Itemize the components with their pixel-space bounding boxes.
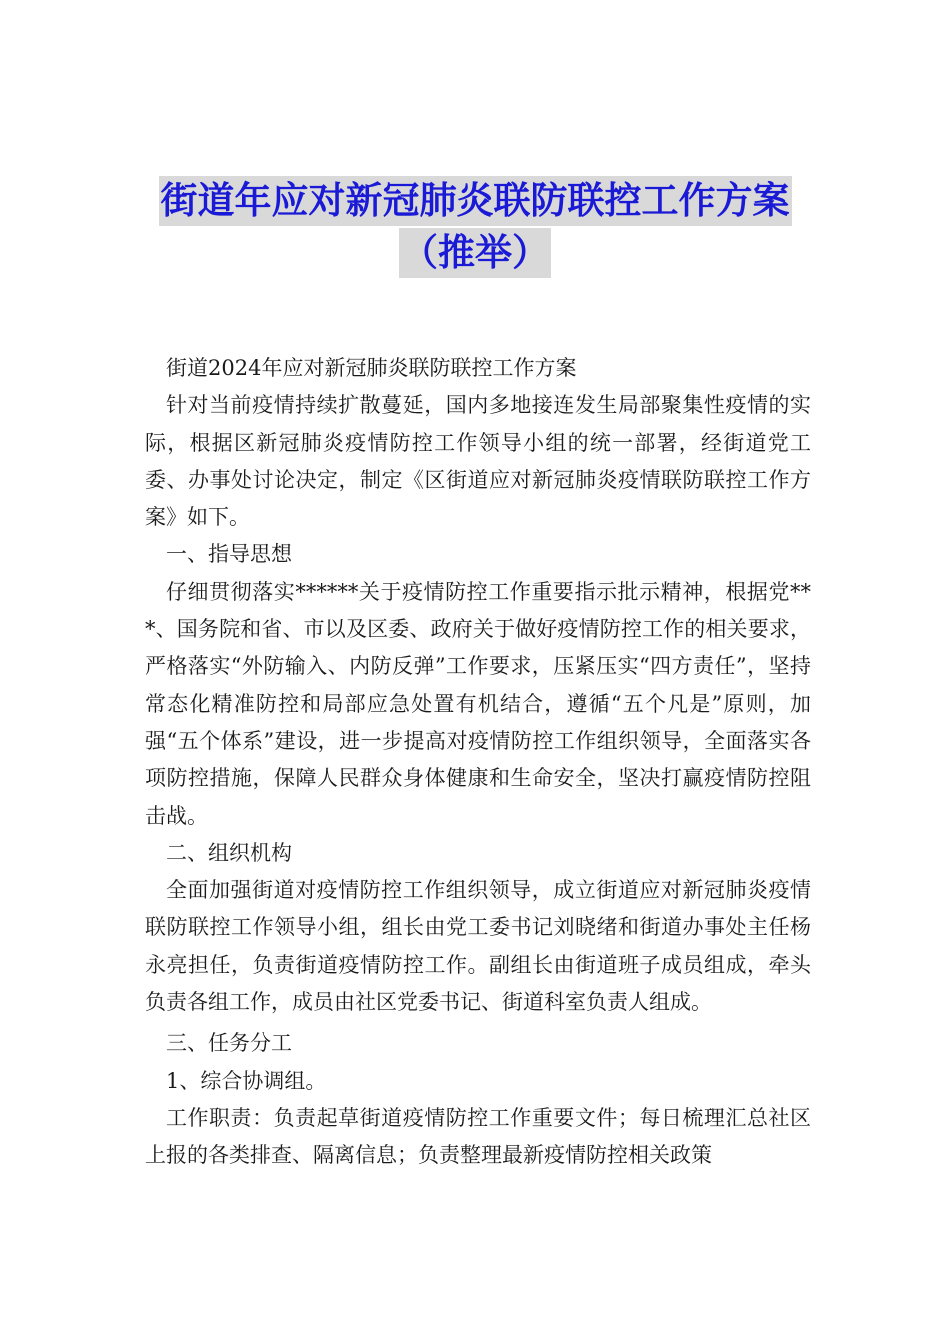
- paragraph: 工作职责：负责起草街道疫情防控工作重要文件；每日梳理汇总社区上报的各类排查、隔离信息；负责整理最新疫情防控相关政策: [145, 1105, 811, 1168]
- section-heading: 一、指导思想: [166, 542, 292, 567]
- paragraph: 仔细贯彻落实******关于疫情防控工作重要指示批示精神，根据党***、国务院和省、市以及区委、政府关于做好疫情防控工作的相关要求，严格落实“外防输入、内防反弹”工作要求，压紧压实“四方责任”，坚持常态化精准防控和局部应急处置有机结合，遵循“五个凡是”原则，加强“五个体系”建设，进一步提高对疫情防控工作组织领导，全面落实各项防控措施，保障人民群众身体健康和生命安全，坚决打赢疫情防控阻击战。: [145, 579, 811, 828]
- document-body: [145, 350, 811, 1175]
- paragraph-subtitle: 街道2024年应对新冠肺炎联防联控工作方案: [166, 356, 577, 380]
- section-heading: 二、组织机构: [166, 840, 292, 865]
- title-row-1: [0, 176, 950, 228]
- title-line-2: （推举）: [399, 228, 551, 278]
- sub-heading: 1、综合协调组。: [166, 1068, 327, 1093]
- paragraph: 全面加强街道对疫情防控工作组织领导，成立街道应对新冠肺炎疫情联防联控工作领导小组，组长由党工委书记刘晓绪和街道办事处主任杨永亮担任，负责街道疫情防控工作。副组长由街道班子成员组成，牵头负责各组工作，成员由社区党委书记、街道科室负责人组成。: [145, 878, 811, 1015]
- section-heading: 三、任务分工: [166, 1031, 292, 1056]
- title-line-1: 街道年应对新冠肺炎联防联控工作方案: [159, 176, 792, 226]
- title-row-2: [0, 228, 950, 280]
- document-title: [0, 176, 950, 280]
- paragraph: 针对当前疫情持续扩散蔓延，国内多地接连发生局部聚集性疫情的实际，根据区新冠肺炎疫情防控工作领导小组的统一部署，经街道党工委、办事处讨论决定，制定《区街道应对新冠肺炎疫情联防联控工作方案》如下。: [145, 393, 811, 530]
